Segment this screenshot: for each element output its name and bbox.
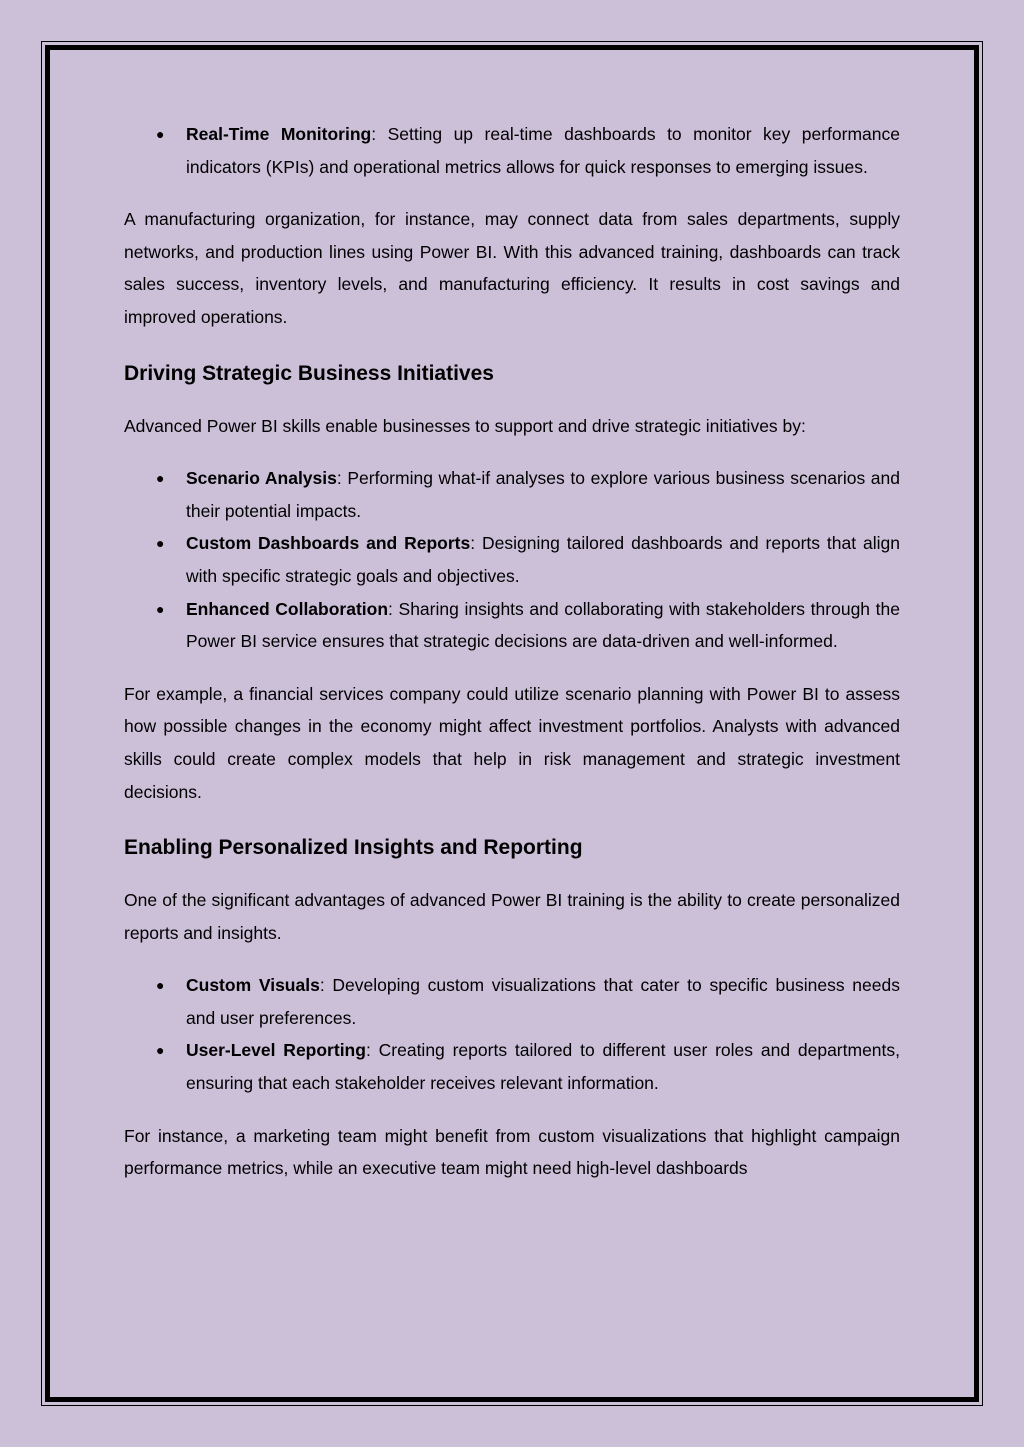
bullet-icon: ●: [156, 1042, 165, 1059]
bullet-text: : Setting up real-time dashboards to monitor key performance indicators (KPIs) and operational metrics allows for quick responses to emerging issues.: [186, 124, 900, 177]
section-heading-strategic: Driving Strategic Business Initiatives: [124, 361, 494, 385]
bullet-term: Custom Visuals: [186, 975, 320, 996]
list-item: [124, 593, 900, 658]
list-item: [124, 118, 900, 183]
bullet-text: : Sharing insights and collaborating with stakeholders through the Power BI service ensures that strategic decisions are data-driven and well-informed.: [186, 598, 900, 652]
list-item: [124, 969, 900, 1034]
document-body: [124, 118, 900, 1205]
bullet-list-strategic: [124, 462, 900, 658]
bullet-icon: ●: [156, 535, 165, 552]
list-item: [124, 1034, 900, 1099]
bullet-text: : Creating reports tailored to different user roles and departments, ensuring that each stakeholder receives relevant information.: [186, 1040, 901, 1094]
paragraph-marketing: For instance, a marketing team might benefit from custom visualizations that highlight campaign performance metrics, while an executive team might need high-level dashboards: [124, 1125, 900, 1179]
bullet-term: User-Level Reporting: [186, 1040, 366, 1061]
bullet-list-personalized: [124, 969, 900, 1099]
bullet-term: Real-Time Monitoring: [186, 124, 372, 144]
bullet-term: Custom Dashboards and Reports: [186, 533, 471, 554]
section-heading-personalized: Enabling Personalized Insights and Reporting: [124, 836, 583, 860]
bullet-text: : Designing tailored dashboards and reports that align with specific strategic goals and objectives.: [186, 533, 900, 586]
paragraph-strategic-intro: Advanced Power BI skills enable businesses to support and drive strategic initiatives by:: [124, 415, 806, 436]
bullet-icon: ●: [156, 470, 165, 487]
list-item: [124, 462, 900, 527]
bullet-text: : Performing what-if analyses to explore various business scenarios and their potential impacts.: [186, 468, 900, 521]
bullet-list-monitoring: [124, 118, 900, 183]
bullet-term: Enhanced Collaboration: [186, 598, 389, 619]
bullet-icon: ●: [156, 977, 165, 994]
bullet-term: Scenario Analysis: [186, 468, 337, 489]
bullet-text: : Developing custom visualizations that cater to specific business needs and user preferences.: [186, 975, 900, 1028]
bullet-icon: ●: [156, 126, 165, 142]
paragraph-financial: For example, a financial services company could utilize scenario planning with Power BI to assess how possible changes in the economy might affect investment portfolios. Analysts with advanced skills could create complex models that help in risk management and strategic investment decisions.: [124, 683, 900, 802]
list-item: [124, 527, 900, 592]
paragraph-manufacturing: A manufacturing organization, for instance, may connect data from sales departments, supply networks, and production lines using Power BI. With this advanced training, dashboards can track sales success, inventory levels, and manufacturing efficiency. It results in cost savings and improved operations.: [124, 209, 900, 327]
bullet-icon: ●: [156, 600, 165, 617]
paragraph-personalized-intro: One of the significant advantages of advanced Power BI training is the ability to create personalized reports and insights.: [124, 890, 900, 943]
